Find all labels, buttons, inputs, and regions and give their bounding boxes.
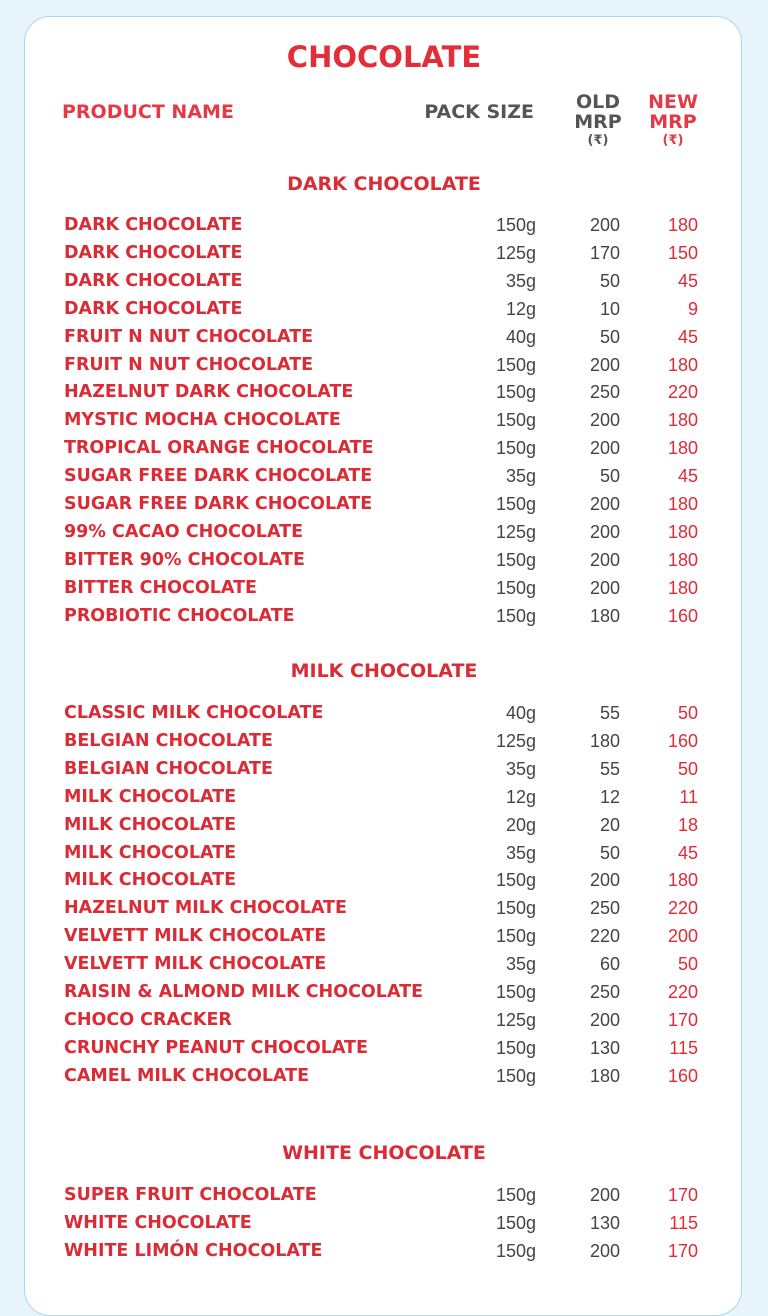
old-mrp-cell: 200: [589, 1009, 620, 1030]
pack-size-cell: 150g: [495, 382, 536, 403]
pack-size-cell: 40g: [505, 326, 536, 347]
table-row: [0, 351, 768, 379]
pack-size-cell: 35g: [505, 758, 536, 779]
pack-size-cell: 35g: [505, 842, 536, 863]
old-mrp-cell: 50: [599, 326, 620, 347]
section-title: MILK CHOCOLATE: [290, 660, 478, 682]
product-name-cell: SUGAR FREE DARK CHOCOLATE: [64, 494, 373, 514]
new-mrp-cell: 180: [667, 870, 698, 891]
new-mrp-cell: 170: [667, 1185, 698, 1205]
product-name-cell: WHITE CHOCOLATE: [64, 1212, 252, 1233]
product-name-cell: DARK CHOCOLATE: [64, 298, 243, 319]
section-title: DARK CHOCOLATE: [287, 173, 481, 195]
pack-size-cell: 150g: [495, 1212, 536, 1233]
pack-size-cell: 20g: [505, 814, 536, 835]
table-row: [0, 699, 768, 727]
header-old-label: OLD: [575, 91, 621, 113]
new-mrp-cell: 115: [669, 1212, 698, 1233]
old-mrp-cell: 250: [589, 382, 620, 403]
product-name-cell: CRUNCHY PEANUT CHOCOLATE: [64, 1037, 368, 1058]
old-mrp-cell: 130: [589, 1037, 620, 1058]
new-mrp-cell: 160: [667, 730, 698, 751]
new-mrp-cell: 180: [667, 354, 698, 375]
pack-size-cell: 150g: [495, 410, 536, 431]
header-new-currency: (₹): [662, 133, 684, 148]
product-name-cell: DARK CHOCOLATE: [64, 270, 243, 291]
new-mrp-cell: 50: [677, 954, 698, 975]
pack-size-cell: 150g: [495, 549, 536, 570]
product-name-cell: MILK CHOCOLATE: [64, 814, 237, 835]
table-row: [0, 894, 768, 922]
new-mrp-cell: 180: [667, 438, 698, 459]
new-mrp-cell: 180: [667, 577, 698, 598]
table-row: [0, 295, 768, 323]
pack-size-cell: 125g: [495, 730, 536, 751]
old-mrp-cell: 55: [599, 703, 620, 723]
table-row: [0, 574, 768, 602]
old-mrp-cell: 200: [589, 438, 620, 459]
table-row: [0, 755, 768, 783]
new-mrp-cell: 11: [679, 786, 698, 807]
pack-size-cell: 150g: [495, 215, 536, 235]
table-row: [0, 518, 768, 546]
new-mrp-cell: 170: [667, 1240, 698, 1261]
table-row: [0, 727, 768, 755]
new-mrp-cell: 220: [667, 982, 698, 1002]
new-mrp-cell: 200: [667, 926, 698, 947]
table-row: [0, 1006, 768, 1034]
old-mrp-cell: 60: [599, 954, 620, 975]
table-row: [0, 434, 768, 462]
old-mrp-cell: 200: [589, 354, 620, 375]
new-mrp-cell: 160: [667, 605, 698, 626]
new-mrp-cell: 150: [667, 242, 698, 263]
product-name-cell: DARK CHOCOLATE: [64, 215, 243, 235]
product-name-cell: BITTER CHOCOLATE: [64, 577, 257, 598]
new-mrp-cell: 45: [677, 466, 698, 487]
old-mrp-cell: 10: [599, 298, 620, 319]
old-mrp-cell: 200: [589, 1240, 620, 1261]
pack-size-cell: 150g: [495, 926, 536, 947]
new-mrp-cell: 115: [669, 1037, 698, 1058]
header-new-mrp-label: MRP: [649, 111, 697, 133]
product-name-cell: MILK CHOCOLATE: [64, 842, 237, 863]
old-mrp-cell: 55: [599, 758, 620, 779]
pack-size-cell: 150g: [495, 494, 536, 514]
table-row: [0, 602, 768, 630]
new-mrp-cell: 160: [667, 1065, 698, 1086]
new-mrp-cell: 50: [677, 758, 698, 779]
pack-size-cell: 150g: [495, 605, 536, 626]
product-name-cell: VELVETT MILK CHOCOLATE: [64, 954, 327, 975]
table-row: [0, 378, 768, 406]
table-row: [0, 978, 768, 1006]
table-row: [0, 267, 768, 295]
pack-size-cell: 150g: [495, 982, 536, 1002]
new-mrp-cell: 9: [687, 298, 698, 319]
new-mrp-cell: 180: [667, 549, 698, 570]
header-product-name: PRODUCT NAME: [62, 101, 234, 123]
old-mrp-cell: 220: [589, 926, 620, 947]
pack-size-cell: 35g: [505, 270, 536, 291]
old-mrp-cell: 50: [599, 466, 620, 487]
product-name-cell: WHITE LIMÓN CHOCOLATE: [64, 1240, 323, 1261]
new-mrp-cell: 50: [677, 703, 698, 723]
old-mrp-cell: 180: [589, 730, 620, 751]
old-mrp-cell: 200: [589, 870, 620, 891]
new-mrp-cell: 180: [667, 215, 698, 235]
pack-size-cell: 150g: [495, 1185, 536, 1205]
header-old-currency: (₹): [587, 133, 609, 148]
table-row: [0, 406, 768, 434]
pack-size-cell: 150g: [495, 898, 536, 919]
product-name-cell: BELGIAN CHOCOLATE: [64, 758, 273, 779]
pack-size-cell: 125g: [495, 1009, 536, 1030]
new-mrp-cell: 170: [667, 1009, 698, 1030]
pack-size-cell: 35g: [505, 954, 536, 975]
new-mrp-cell: 220: [667, 382, 698, 403]
pack-size-cell: 12g: [505, 786, 536, 807]
pack-size-cell: 150g: [495, 870, 536, 891]
table-row: [0, 922, 768, 950]
old-mrp-cell: 50: [599, 842, 620, 863]
table-row: [0, 1209, 768, 1237]
product-name-cell: MILK CHOCOLATE: [64, 786, 237, 807]
new-mrp-cell: 45: [677, 270, 698, 291]
old-mrp-cell: 200: [589, 549, 620, 570]
pack-size-cell: 150g: [495, 1065, 536, 1086]
product-name-cell: HAZELNUT MILK CHOCOLATE: [64, 898, 347, 919]
product-name-cell: CHOCO CRACKER: [64, 1009, 232, 1030]
old-mrp-cell: 250: [589, 898, 620, 919]
pack-size-cell: 125g: [495, 242, 536, 263]
new-mrp-cell: 180: [667, 410, 698, 431]
pack-size-cell: 150g: [495, 438, 536, 459]
old-mrp-cell: 50: [599, 270, 620, 291]
table-row: [0, 783, 768, 811]
product-name-cell: MILK CHOCOLATE: [64, 870, 237, 891]
page-title: CHOCOLATE: [286, 40, 482, 74]
header-old-mrp: [563, 92, 633, 150]
pack-size-cell: 150g: [495, 577, 536, 598]
table-row: [0, 211, 768, 239]
pack-size-cell: 150g: [495, 1037, 536, 1058]
old-mrp-cell: 250: [589, 982, 620, 1002]
pack-size-cell: 35g: [505, 466, 536, 487]
product-name-cell: CLASSIC MILK CHOCOLATE: [64, 703, 324, 723]
new-mrp-cell: 45: [677, 842, 698, 863]
pack-size-cell: 150g: [495, 354, 536, 375]
new-mrp-cell: 180: [667, 521, 698, 542]
pack-size-cell: 150g: [495, 1240, 536, 1261]
product-name-cell: TROPICAL ORANGE CHOCOLATE: [64, 438, 374, 459]
old-mrp-cell: 200: [589, 215, 620, 235]
table-row: [0, 839, 768, 867]
old-mrp-cell: 130: [589, 1212, 620, 1233]
table-row: [0, 811, 768, 839]
new-mrp-cell: 18: [677, 814, 698, 835]
pack-size-cell: 40g: [505, 703, 536, 723]
new-mrp-cell: 45: [677, 326, 698, 347]
old-mrp-cell: 20: [599, 814, 620, 835]
table-row: [0, 866, 768, 894]
table-row: [0, 1034, 768, 1062]
pack-size-cell: 12g: [505, 298, 536, 319]
old-mrp-cell: 170: [589, 242, 620, 263]
section-title: WHITE CHOCOLATE: [282, 1142, 486, 1164]
table-row: [0, 546, 768, 574]
product-name-cell: HAZELNUT DARK CHOCOLATE: [64, 382, 354, 403]
old-mrp-cell: 200: [589, 410, 620, 431]
table-row: [0, 1237, 768, 1265]
table-row: [0, 462, 768, 490]
product-name-cell: BELGIAN CHOCOLATE: [64, 730, 273, 751]
product-name-cell: DARK CHOCOLATE: [64, 242, 243, 263]
header-pack-size: PACK SIZE: [424, 101, 534, 123]
table-row: [0, 1062, 768, 1090]
old-mrp-cell: 180: [589, 1065, 620, 1086]
old-mrp-cell: 180: [589, 605, 620, 626]
old-mrp-cell: 200: [589, 521, 620, 542]
table-row: [0, 239, 768, 267]
old-mrp-cell: 200: [589, 494, 620, 514]
product-name-cell: 99% CACAO CHOCOLATE: [64, 521, 304, 542]
table-row: [0, 1181, 768, 1209]
product-name-cell: BITTER 90% CHOCOLATE: [64, 549, 305, 570]
product-name-cell: SUPER FRUIT CHOCOLATE: [64, 1185, 317, 1205]
header-old-mrp-label: MRP: [574, 111, 622, 133]
pack-size-cell: 125g: [495, 521, 536, 542]
product-name-cell: MYSTIC MOCHA CHOCOLATE: [64, 410, 341, 431]
product-name-cell: PROBIOTIC CHOCOLATE: [64, 605, 295, 626]
product-name-cell: FRUIT N NUT CHOCOLATE: [64, 326, 314, 347]
new-mrp-cell: 180: [667, 494, 698, 514]
product-name-cell: FRUIT N NUT CHOCOLATE: [64, 354, 314, 375]
product-name-cell: RAISIN & ALMOND MILK CHOCOLATE: [64, 982, 424, 1002]
product-name-cell: CAMEL MILK CHOCOLATE: [64, 1065, 310, 1086]
old-mrp-cell: 12: [599, 786, 620, 807]
table-row: [0, 490, 768, 518]
table-row: [0, 323, 768, 351]
header-new-label: NEW: [648, 91, 698, 113]
old-mrp-cell: 200: [589, 1185, 620, 1205]
product-name-cell: SUGAR FREE DARK CHOCOLATE: [64, 466, 373, 487]
new-mrp-cell: 220: [667, 898, 698, 919]
table-row: [0, 950, 768, 978]
header-new-mrp: [638, 92, 708, 150]
old-mrp-cell: 200: [589, 577, 620, 598]
product-name-cell: VELVETT MILK CHOCOLATE: [64, 926, 327, 947]
